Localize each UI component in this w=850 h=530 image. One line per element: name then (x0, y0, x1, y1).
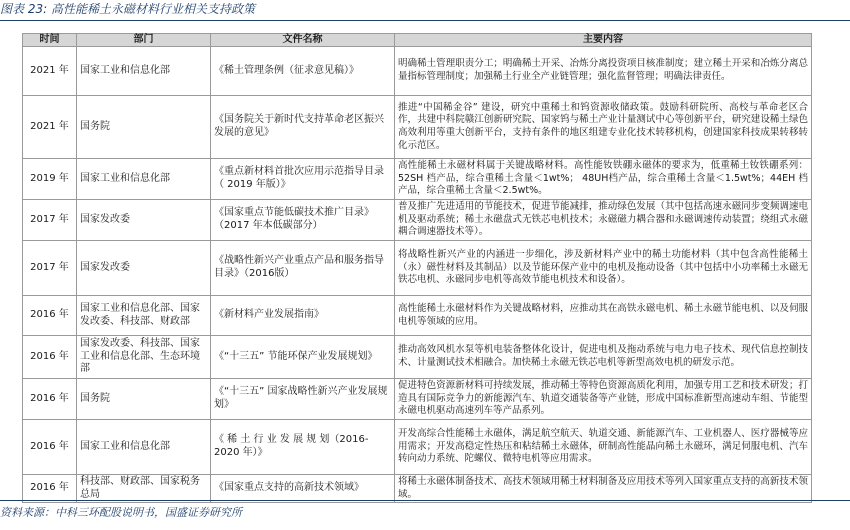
table-row (23, 200, 812, 241)
cell-content: 将稀土永磁体制备技术、高技术领域用稀土材料制备及应用技术等列入国家重点支持的高新技术领域。 (395, 475, 812, 503)
cell-year: 2016 年 (23, 336, 77, 379)
header-content: 主要内容 (395, 34, 812, 47)
header-document: 文件名称 (211, 34, 395, 47)
cell-content: 将战略性新兴产业的内涵进一步细化，涉及新材料产业中的稀土功能材料（其中包含高性能稀土（永）磁性材料及其制品）以及节能环保产业中的电机及拖动设备（其中包括中小功率稀土永磁无铁芯电机、永磁同步电机等高效节能电机技术和设备）。 (395, 241, 812, 296)
cell-document: 《稀土管理条例（征求意见稿）》 (211, 47, 395, 96)
cell-department: 国家工业和信息化部 (77, 159, 211, 200)
cell-document: 《国家重点支持的高新技术领域》 (211, 475, 395, 503)
table-row (23, 47, 812, 96)
cell-year: 2016 年 (23, 420, 77, 475)
cell-department: 国家工业和信息化部、国家发改委、科技部、财政部 (77, 296, 211, 336)
table-row (23, 420, 812, 475)
cell-year: 2021 年 (23, 47, 77, 96)
cell-document: 《“十三五” 节能环保产业发展规划》 (211, 336, 395, 379)
cell-document: 《“十三五” 国家战略性新兴产业发展规划》 (211, 379, 395, 420)
cell-content: 高性能稀土永磁材料作为关键战略材料，应推动其在高铁永磁电机、稀土永磁节能电机、以及伺服电机等领域的应用。 (395, 296, 812, 336)
policy-table (22, 33, 812, 503)
cell-department: 国家工业和信息化部 (77, 47, 211, 96)
cell-document: 《重点新材料首批次应用示范指导目录（ 2019 年版）》 (211, 159, 395, 200)
cell-document: 《 稀 土 行 业 发 展 规 划（2016-2020 年）》 (211, 420, 395, 475)
figure-caption: 图表 23: 高性能稀土永磁材料行业相关支持政策 (0, 2, 255, 16)
cell-year: 2021 年 (23, 96, 77, 159)
header-year: 时间 (23, 34, 77, 47)
source-note: 资料来源：中科三环配股说明书，国盛证券研究所 (0, 506, 242, 519)
cell-year: 2016 年 (23, 475, 77, 503)
cell-document: 《国家重点节能低碳技术推广目录》（2017 年本低碳部分） (211, 200, 395, 241)
cell-content: 推进“中国稀金谷” 建设，研究中重稀土和钨资源收储政策。鼓励科研院所、高校与革命老区合作，共建中科院赣江创新研究院、国家钨与稀土产业计量测试中心等创新平台，研究建设稀土绿色高效利用等重大创新平台，支持有条件的地区组建专业化技术转移机构，创建国家科技成果转移转化示范区。 (395, 96, 812, 159)
cell-department: 国家发改委 (77, 241, 211, 296)
cell-department: 科技部、财政部、国家税务总局 (77, 475, 211, 503)
caption-divider (0, 20, 850, 21)
cell-department: 国家工业和信息化部 (77, 420, 211, 475)
cell-year: 2017 年 (23, 200, 77, 241)
cell-year: 2016 年 (23, 379, 77, 420)
table-row (23, 241, 812, 296)
table-row (23, 379, 812, 420)
cell-department: 国家发改委 (77, 200, 211, 241)
cell-document: 《新材料产业发展指南》 (211, 296, 395, 336)
cell-content: 高性能稀土永磁材料属于关键战略材料。高性能钕铁硼永磁体的要求为，低重稀土钕铁硼系列： 52SH 档产品，综合重稀土含量＜1wt%； 48UH档产品，综合重稀土含量＜1.5wt%；44EH 档产品，综合重稀土含量＜2.5wt%。 (395, 159, 812, 200)
table-row (23, 475, 812, 503)
table-row (23, 159, 812, 200)
cell-content: 开发高综合性能稀土永磁体，满足航空航天、轨道交通、新能源汽车、工业机器人、医疗器械等应用需求；开发高稳定性热压和粘结稀土永磁体，研制高性能晶向稀土永磁环，满足伺服电机、汽车转向动力系统、陀螺仪、微特电机等应用需求。 (395, 420, 812, 475)
header-department: 部门 (77, 34, 211, 47)
cell-department: 国务院 (77, 379, 211, 420)
cell-department: 国务院 (77, 96, 211, 159)
table-header-row (23, 34, 812, 47)
cell-year: 2017 年 (23, 241, 77, 296)
cell-year: 2019 年 (23, 159, 77, 200)
table-row (23, 296, 812, 336)
cell-department: 国家发改委、科技部、国家工业和信息化部、生态环境部 (77, 336, 211, 379)
cell-content: 明确稀土管理职责分工；明确稀土开采、冶炼分离投资项目核准制度；建立稀土开采和冶炼分离总量指标管理制度；加强稀土行业全产业链管理；强化监督管理；明确法律责任。 (395, 47, 812, 96)
cell-content: 普及推广先进适用的节能技术，促进节能减排，推动绿色发展（其中包括高速永磁同步变频调速电机及驱动系统；稀土永磁盘式无铁芯电机技术；永磁磁力耦合器和永磁调速传动装置；绕组式永磁耦合调速器技术等）。 (395, 200, 812, 241)
cell-content: 促进特色资源新材料可持续发展，推动稀土等特色资源高质化利用，加强专用工艺和技术研发；打造具有国际竞争力的新能源汽车、轨道交通装备等产业链，形成中国标准新型高速动车组、节能型永磁电机驱动高速列车等产品系列。 (395, 379, 812, 420)
cell-content: 推动高效风机水泵等机电装备整体化设计，促进电机及拖动系统与电力电子技术、现代信息控制技术、计量测试技术相融合。加快稀土永磁无铁芯电机等新型高效电机的研发示范。 (395, 336, 812, 379)
table-row (23, 96, 812, 159)
cell-document: 《国务院关于新时代支持革命老区振兴发展的意见》 (211, 96, 395, 159)
source-divider (0, 500, 850, 501)
cell-year: 2016 年 (23, 296, 77, 336)
cell-document: 《战略性新兴产业重点产品和服务指导目录》（2016版） (211, 241, 395, 296)
table-row (23, 336, 812, 379)
